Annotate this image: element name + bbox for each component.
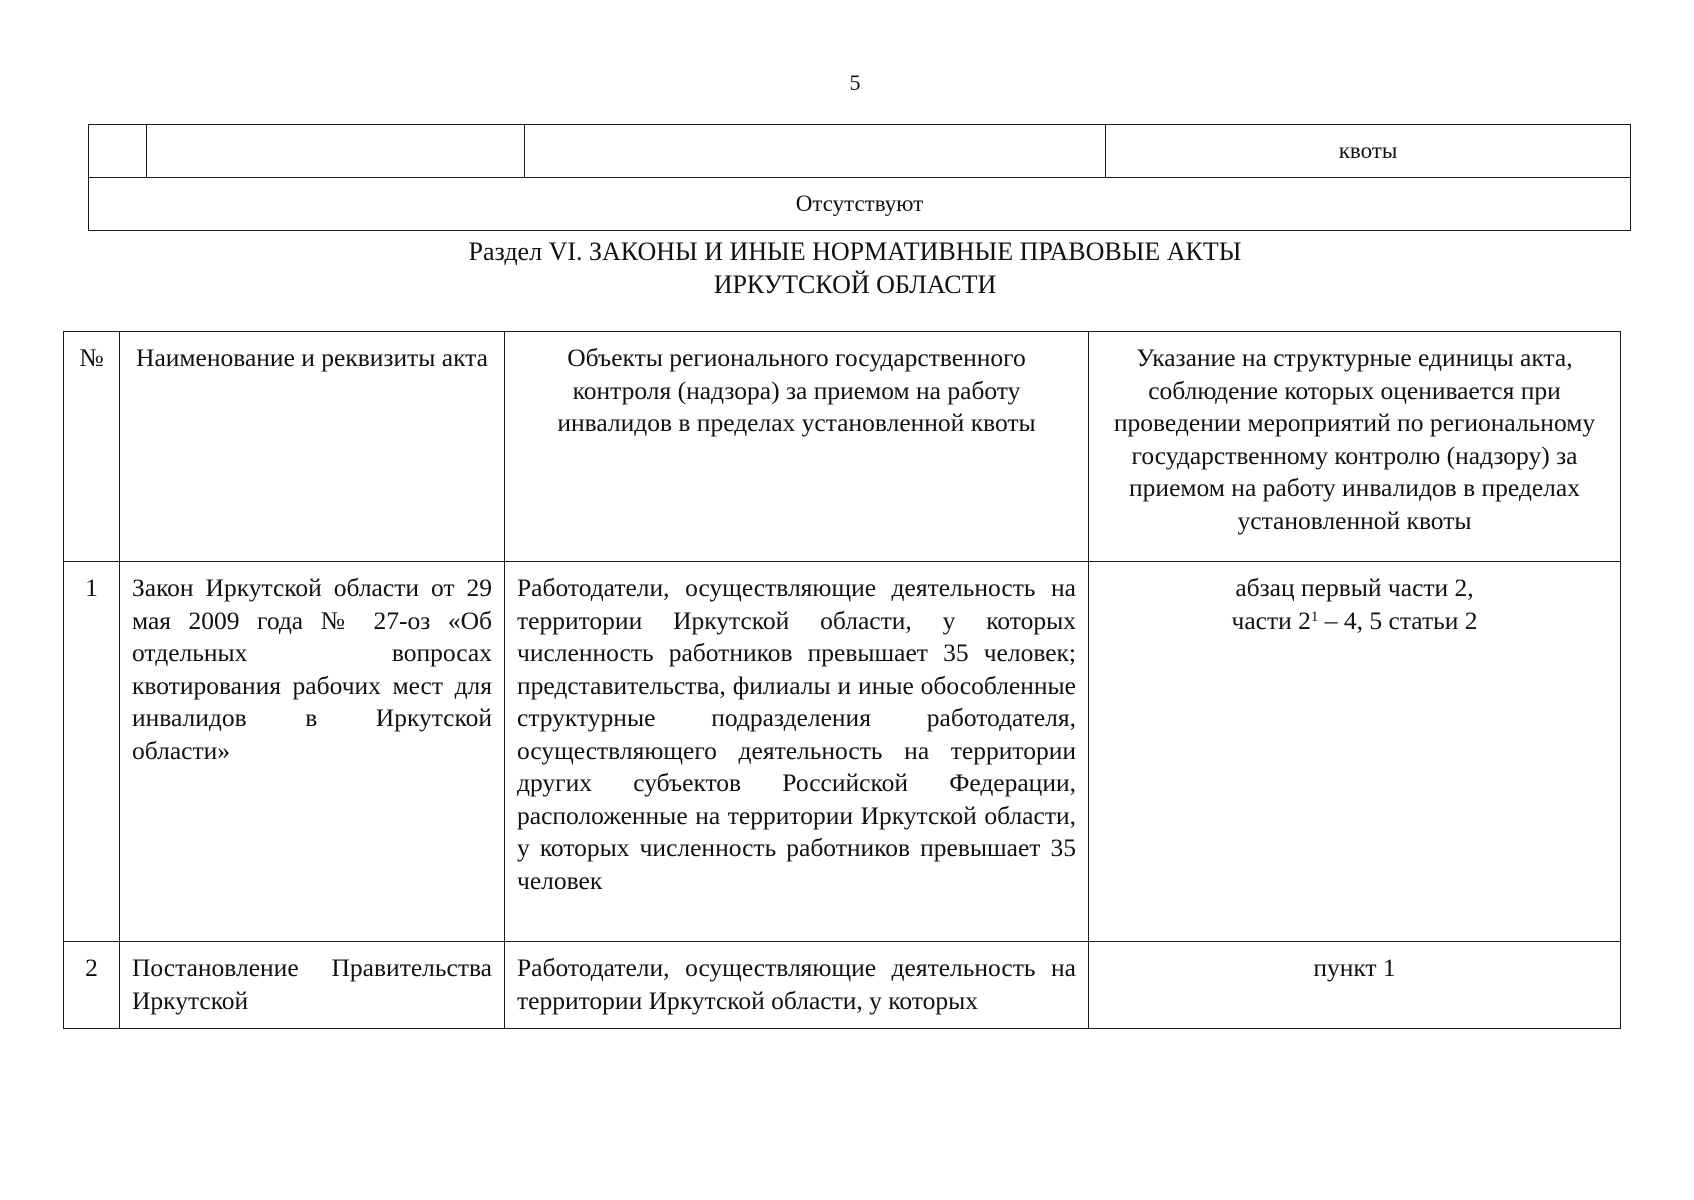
row-objects: Работодатели, осуществляющие деятельность на территории Иркутской области, у которых численность работников превышает 35 человек; представительства, филиалы и иные обособленные структурные подразделения работодателя, осуществляющего деятельность на территории других субъектов Российской Федерации, расположенные на территории Иркутской области, у которых численность работников превышает 35 человек <box>505 562 1089 942</box>
row-structural-units: пункт 1 <box>1089 942 1621 1029</box>
row-num: 1 <box>64 562 120 942</box>
units-line-1: абзац первый части 2, <box>1235 573 1474 602</box>
quota-cell: квоты <box>1106 125 1631 178</box>
header-num: № <box>64 332 120 562</box>
page-number: 5 <box>849 70 861 95</box>
units-line-2 <box>1101 605 1608 638</box>
units-line-2-pre: части 2 <box>1231 605 1311 635</box>
merged-row <box>89 178 1631 231</box>
header-act-name: Наименование и реквизиты акта <box>120 332 505 562</box>
header-structural-units: Указание на структурные единицы акта, соблюдение которых оценивается при проведении мероприятий по региональному государственному контролю (надзору) за приемом на работу инвалидов в пределах установленной квоты <box>1089 332 1621 562</box>
row-num: 2 <box>64 942 120 1029</box>
section-title <box>0 235 1694 301</box>
row-objects: Работодатели, осуществляющие деятельность на территории Иркутской области, у которых <box>505 942 1089 1029</box>
units-superscript: 1 <box>1310 608 1319 625</box>
table-header-row <box>64 332 1621 562</box>
empty-cell <box>525 125 1106 178</box>
continuation-table <box>88 124 1631 231</box>
continuation-row <box>89 125 1631 178</box>
row-act-name: Закон Иркутской области от 29 мая 2009 года № 27-оз «Об отдельных вопросах квотирования рабочих мест для инвалидов в Иркутской области» <box>120 562 505 942</box>
section-title-line-1: Раздел VI. ЗАКОНЫ И ИНЫЕ НОРМАТИВНЫЕ ПРАВОВЫЕ АКТЫ <box>468 237 1242 266</box>
table-row <box>64 942 1621 1029</box>
row-structural-units <box>1089 562 1621 942</box>
table-row <box>64 562 1621 942</box>
empty-cell <box>147 125 525 178</box>
section-title-line-2: ИРКУТСКОЙ ОБЛАСТИ <box>713 270 997 299</box>
acts-table <box>63 331 1621 1029</box>
header-objects: Объекты регионального государственного контроля (надзора) за приемом на работу инвалидов в пределах установленной квоты <box>505 332 1089 562</box>
empty-cell <box>89 125 147 178</box>
row-act-name: Постановление Правительства Иркутской <box>120 942 505 1029</box>
units-line-2-post: – 4, 5 статьи 2 <box>1318 605 1478 635</box>
absent-cell: Отсутствуют <box>89 178 1631 231</box>
